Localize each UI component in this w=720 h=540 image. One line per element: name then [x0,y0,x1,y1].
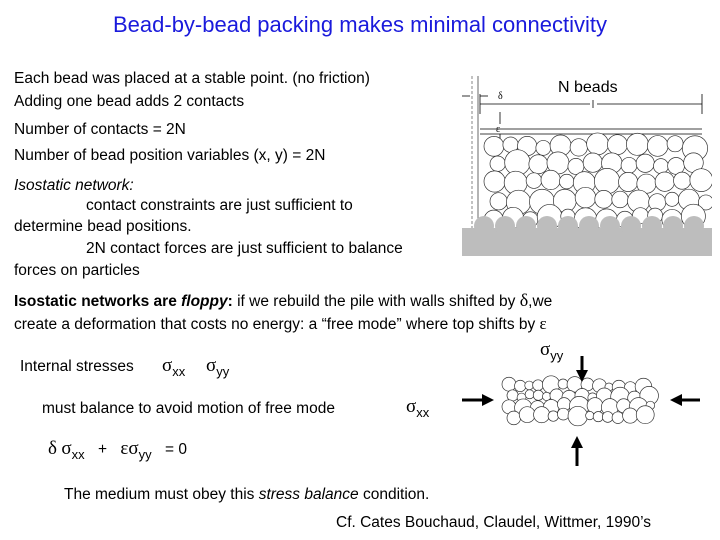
layer-bead [515,380,526,391]
delta-label: δ [498,91,503,102]
slide-title: Bead-by-bead packing makes minimal connectivity [112,12,607,37]
bead [612,191,629,208]
sigma-yy-figure-label: $\sigma_{yy}$ [540,339,564,363]
text-isostatic-heading: Isostatic network: [14,177,134,194]
bead [690,169,712,192]
text-forces-b: forces on particles [14,262,140,279]
floor-bead [516,216,536,236]
floor-bead [621,216,641,236]
bead [607,135,627,155]
layer-bead [507,411,521,425]
bead [655,172,674,191]
layer-bead [602,412,613,423]
bead [484,136,504,156]
bead [665,192,679,206]
layer-bead [623,408,638,423]
bead [619,172,638,191]
n-beads-label: N beads [558,79,618,96]
arrow-right-head [670,394,682,406]
sigma-yy-term: $\sigma_{yy}$ [206,355,230,379]
text-line-position-vars: Number of bead position variables (x, y) = 2N [14,147,326,164]
floppy-rest-b: ,we [528,293,553,310]
floppy-eps: ε [539,314,547,333]
floor-beads [474,216,704,236]
bead [621,157,637,173]
floor-bead [684,216,704,236]
bead [559,174,574,189]
layer-bead [534,407,550,423]
floppy-line-2-text: create a deformation that costs no energy: a “free mode” where top shifts by [14,316,540,333]
layer-bead [612,412,624,424]
balance-line: must balance to avoid motion of free mode [42,400,335,417]
bead [674,172,691,189]
bead [536,140,551,155]
sigma-xx-figure-label: $\sigma_{xx}$ [406,396,430,420]
floppy-line-1 [14,290,552,311]
citation: Cf. Cates Bouchaud, Claudel, Wittmer, 1990’s [336,514,652,531]
stress-condition-line: The medium must obey this stress balance condition. [64,486,430,503]
pile-beads [484,133,712,231]
bead [490,156,505,171]
layer-bead [548,411,558,421]
floppy-colon: : [227,293,233,310]
floor-bead [474,216,494,236]
layer-bead [586,411,594,419]
text-line-stable-point: Each bead was placed at a stable point. (no friction) [14,70,370,87]
arrow-left-head [482,394,494,406]
bead [583,153,602,172]
text-constraints-a: contact constraints are just sufficient to [86,197,353,214]
floor-bead [642,216,662,236]
bead [636,154,654,172]
bead [541,170,560,189]
layer-bead [525,381,534,390]
floppy-line-2 [14,314,547,334]
bead-pile-figure [462,76,712,256]
bead [594,168,619,193]
arrow-bottom-head [571,436,583,448]
floor-bead [600,216,620,236]
internal-stresses-label: Internal stresses [20,358,134,375]
layer-bead [558,379,568,389]
bead [626,133,648,155]
text-line-contacts-added: Adding one bead adds 2 contacts [14,93,245,110]
layer-bead [507,390,518,401]
bead [595,190,613,208]
floppy-delta: δ [519,290,529,310]
epsilon-label: ε [496,124,501,135]
bead [647,136,668,157]
floppy-rest: if we rebuild the pile with walls shifted by [232,293,520,310]
layer-bead [525,390,534,399]
stress-layer-figure [450,356,710,466]
layer-bead [533,390,543,400]
layer-beads [502,376,658,426]
layer-bead [502,377,516,391]
layer-bead [568,406,588,426]
bead [484,171,505,192]
layer-bead [593,412,603,422]
layer-bead [533,380,544,391]
bead [529,155,548,174]
floor-bead [579,216,599,236]
balance-equation: δ $\sigma_{xx}$ + $\varepsilon\sigma_{yy}$ = 0 [48,438,187,462]
bead [667,136,683,152]
text-constraints-b: determine bead positions. [14,218,192,235]
bead [570,139,587,156]
floor-bead [537,216,557,236]
text-forces-a: 2N contact forces are just sufficient to balance [86,240,403,257]
layer-bead [636,406,654,424]
floor-bead [663,216,683,236]
floppy-bold-italic: floppy [181,293,228,310]
floppy-bold-1: Isostatic networks are [14,293,182,310]
bead [575,187,596,208]
floor-bead [495,216,515,236]
bead [587,133,609,155]
layer-bead [557,408,569,420]
floor-bead [558,216,578,236]
sigma-xx-term: $\sigma_{xx}$ [162,355,186,379]
bead [653,159,668,174]
bead [490,193,507,210]
layer-bead [519,407,535,423]
bead [526,173,542,189]
text-line-num-contacts: Number of contacts = 2N [14,121,186,138]
